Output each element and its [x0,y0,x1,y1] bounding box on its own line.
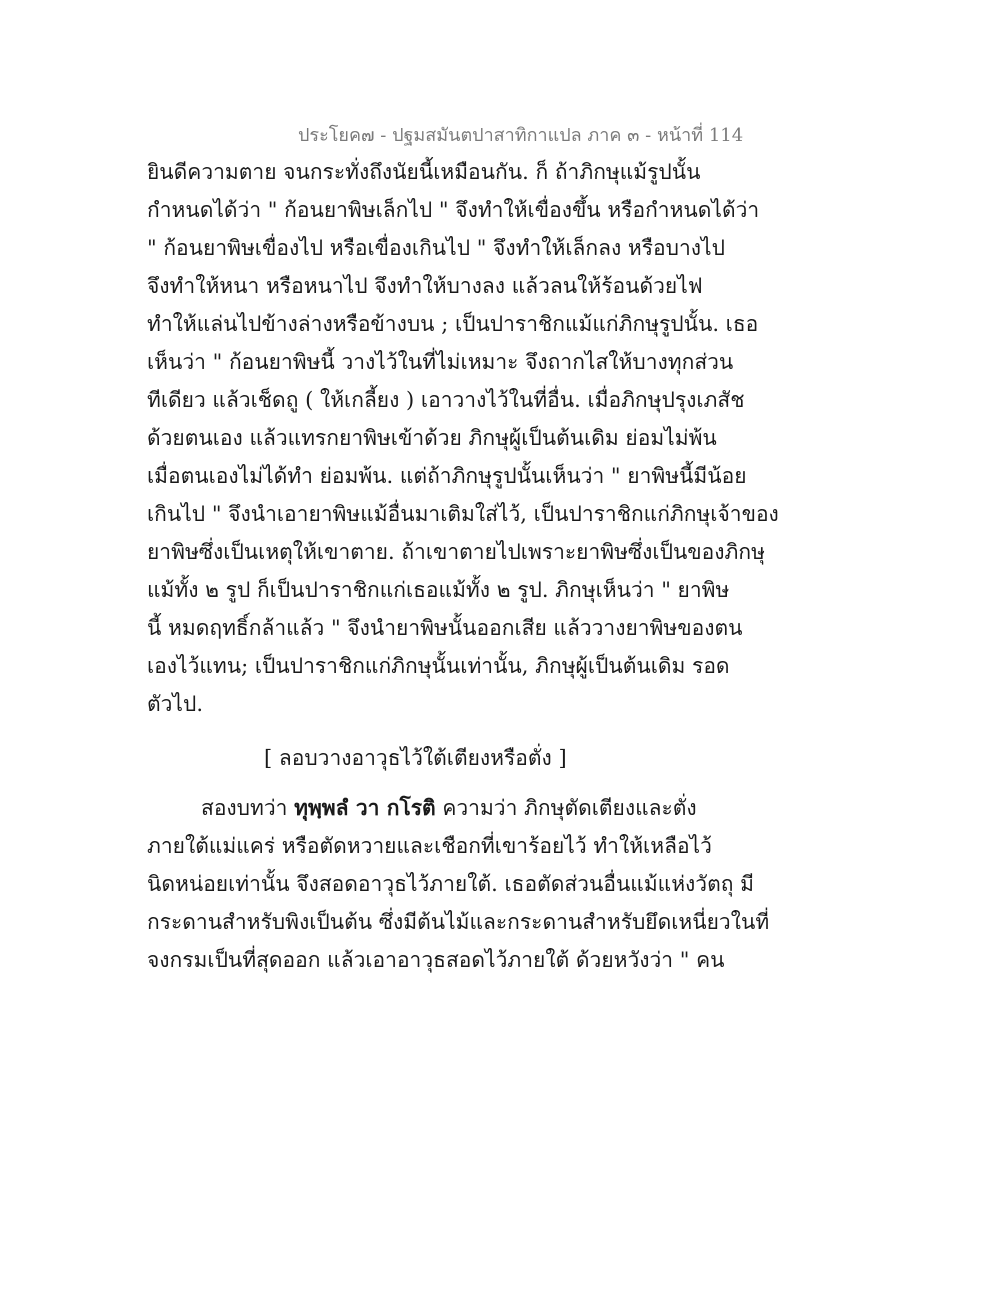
body-line: เองไว้แทน; เป็นปาราชิกแก่ภิกษุนั้นเท่านั้น, ภิกษุผู้เป็นต้นเดิม รอด [147,654,730,678]
running-header: ประโยค๗ - ปฐมสมันตปาสาทิกาแปล ภาค ๓ - หน้าที่ 114 [298,125,744,146]
para-lead: สองบทว่า [201,796,295,820]
body-line: ภายใต้แม่แคร่ หรือตัดหวายและเชือกที่เขาร้อยไว้ ทำให้เหลือไว้ [147,834,712,858]
body-line: ทีเดียว แล้วเช็ดถู ( ให้เกลี้ยง ) เอาวางไว้ในที่อื่น. เมื่อภิกษุปรุงเภสัช [147,388,745,412]
body-line: " ก้อนยาพิษเขื่องไป หรือเขื่องเกินไป " จึงทำให้เล็กลง หรือบางไป [147,236,725,260]
body-line: ยินดีความตาย จนกระทั่งถึงนัยนี้เหมือนกัน. ก็ ถ้าภิกษุแม้รูปนั้น [147,160,701,184]
body-line: จึงทำให้หนา หรือหนาไป จึงทำให้บางลง แล้วลนให้ร้อนด้วยไฟ [147,274,703,298]
body-line: แม้ทั้ง ๒ รูป ก็เป็นปาราชิกแก่เธอแม้ทั้ง ๒ รูป. ภิกษุเห็นว่า " ยาพิษ [147,578,730,602]
body-line: เมื่อตนเองไม่ได้ทำ ย่อมพ้น. แต่ถ้าภิกษุรูปนั้นเห็นว่า " ยาพิษนี้มีน้อย [147,464,747,488]
body-line: กระดานสำหรับพิงเป็นต้น ซึ่งมีต้นไม้และกระดานสำหรับยึดเหนี่ยวในที่ [147,910,770,934]
para-rest: ความว่า ภิกษุตัดเตียงและตั่ง [435,796,697,820]
body-line: กำหนดได้ว่า " ก้อนยาพิษเล็กไป " จึงทำให้เขื่องขึ้น หรือกำหนดได้ว่า [147,198,760,222]
body-line: ทำให้แล่นไปข้างล่างหรือข้างบน ; เป็นปาราชิกแม้แก่ภิกษุรูปนั้น. เธอ [147,312,759,336]
body-line: ตัวไป. [147,692,203,716]
body-line: เห็นว่า " ก้อนยาพิษนี้ วางไว้ในที่ไม่เหมาะ จึงถากไสให้บางทุกส่วน [147,350,734,374]
body-line: เกินไป " จึงนำเอายาพิษแม้อื่นมาเติมใส่ไว้, เป็นปาราชิกแก่ภิกษุเจ้าของ [147,502,779,526]
body-line: ด้วยตนเอง แล้วแทรกยาพิษเข้าด้วย ภิกษุผู้เป็นต้นเดิม ย่อมไม่พ้น [147,426,717,450]
paragraph-first-line [201,794,697,822]
body-line: นี้ หมดฤทธิ์กล้าแล้ว " จึงนำยาพิษนั้นออกเสีย แล้ววางยาพิษของตน [147,616,743,640]
section-heading: [ ลอบวางอาวุธไว้ใต้เตียงหรือตั่ง ] [264,746,567,770]
body-line: นิดหน่อยเท่านั้น จึงสอดอาวุธไว้ภายใต้. เธอตัดส่วนอื่นแม้แห่งวัตถุ มี [147,872,754,896]
body-line: จงกรมเป็นที่สุดออก แล้วเอาอาวุธสอดไว้ภายใต้ ด้วยหวังว่า " คน [147,948,725,972]
pali-term: ทุพฺพลํ วา กโรติ [294,795,436,820]
body-line: ยาพิษซึ่งเป็นเหตุให้เขาตาย. ถ้าเขาตายไปเพราะยาพิษซึ่งเป็นของภิกษุ [147,540,765,564]
